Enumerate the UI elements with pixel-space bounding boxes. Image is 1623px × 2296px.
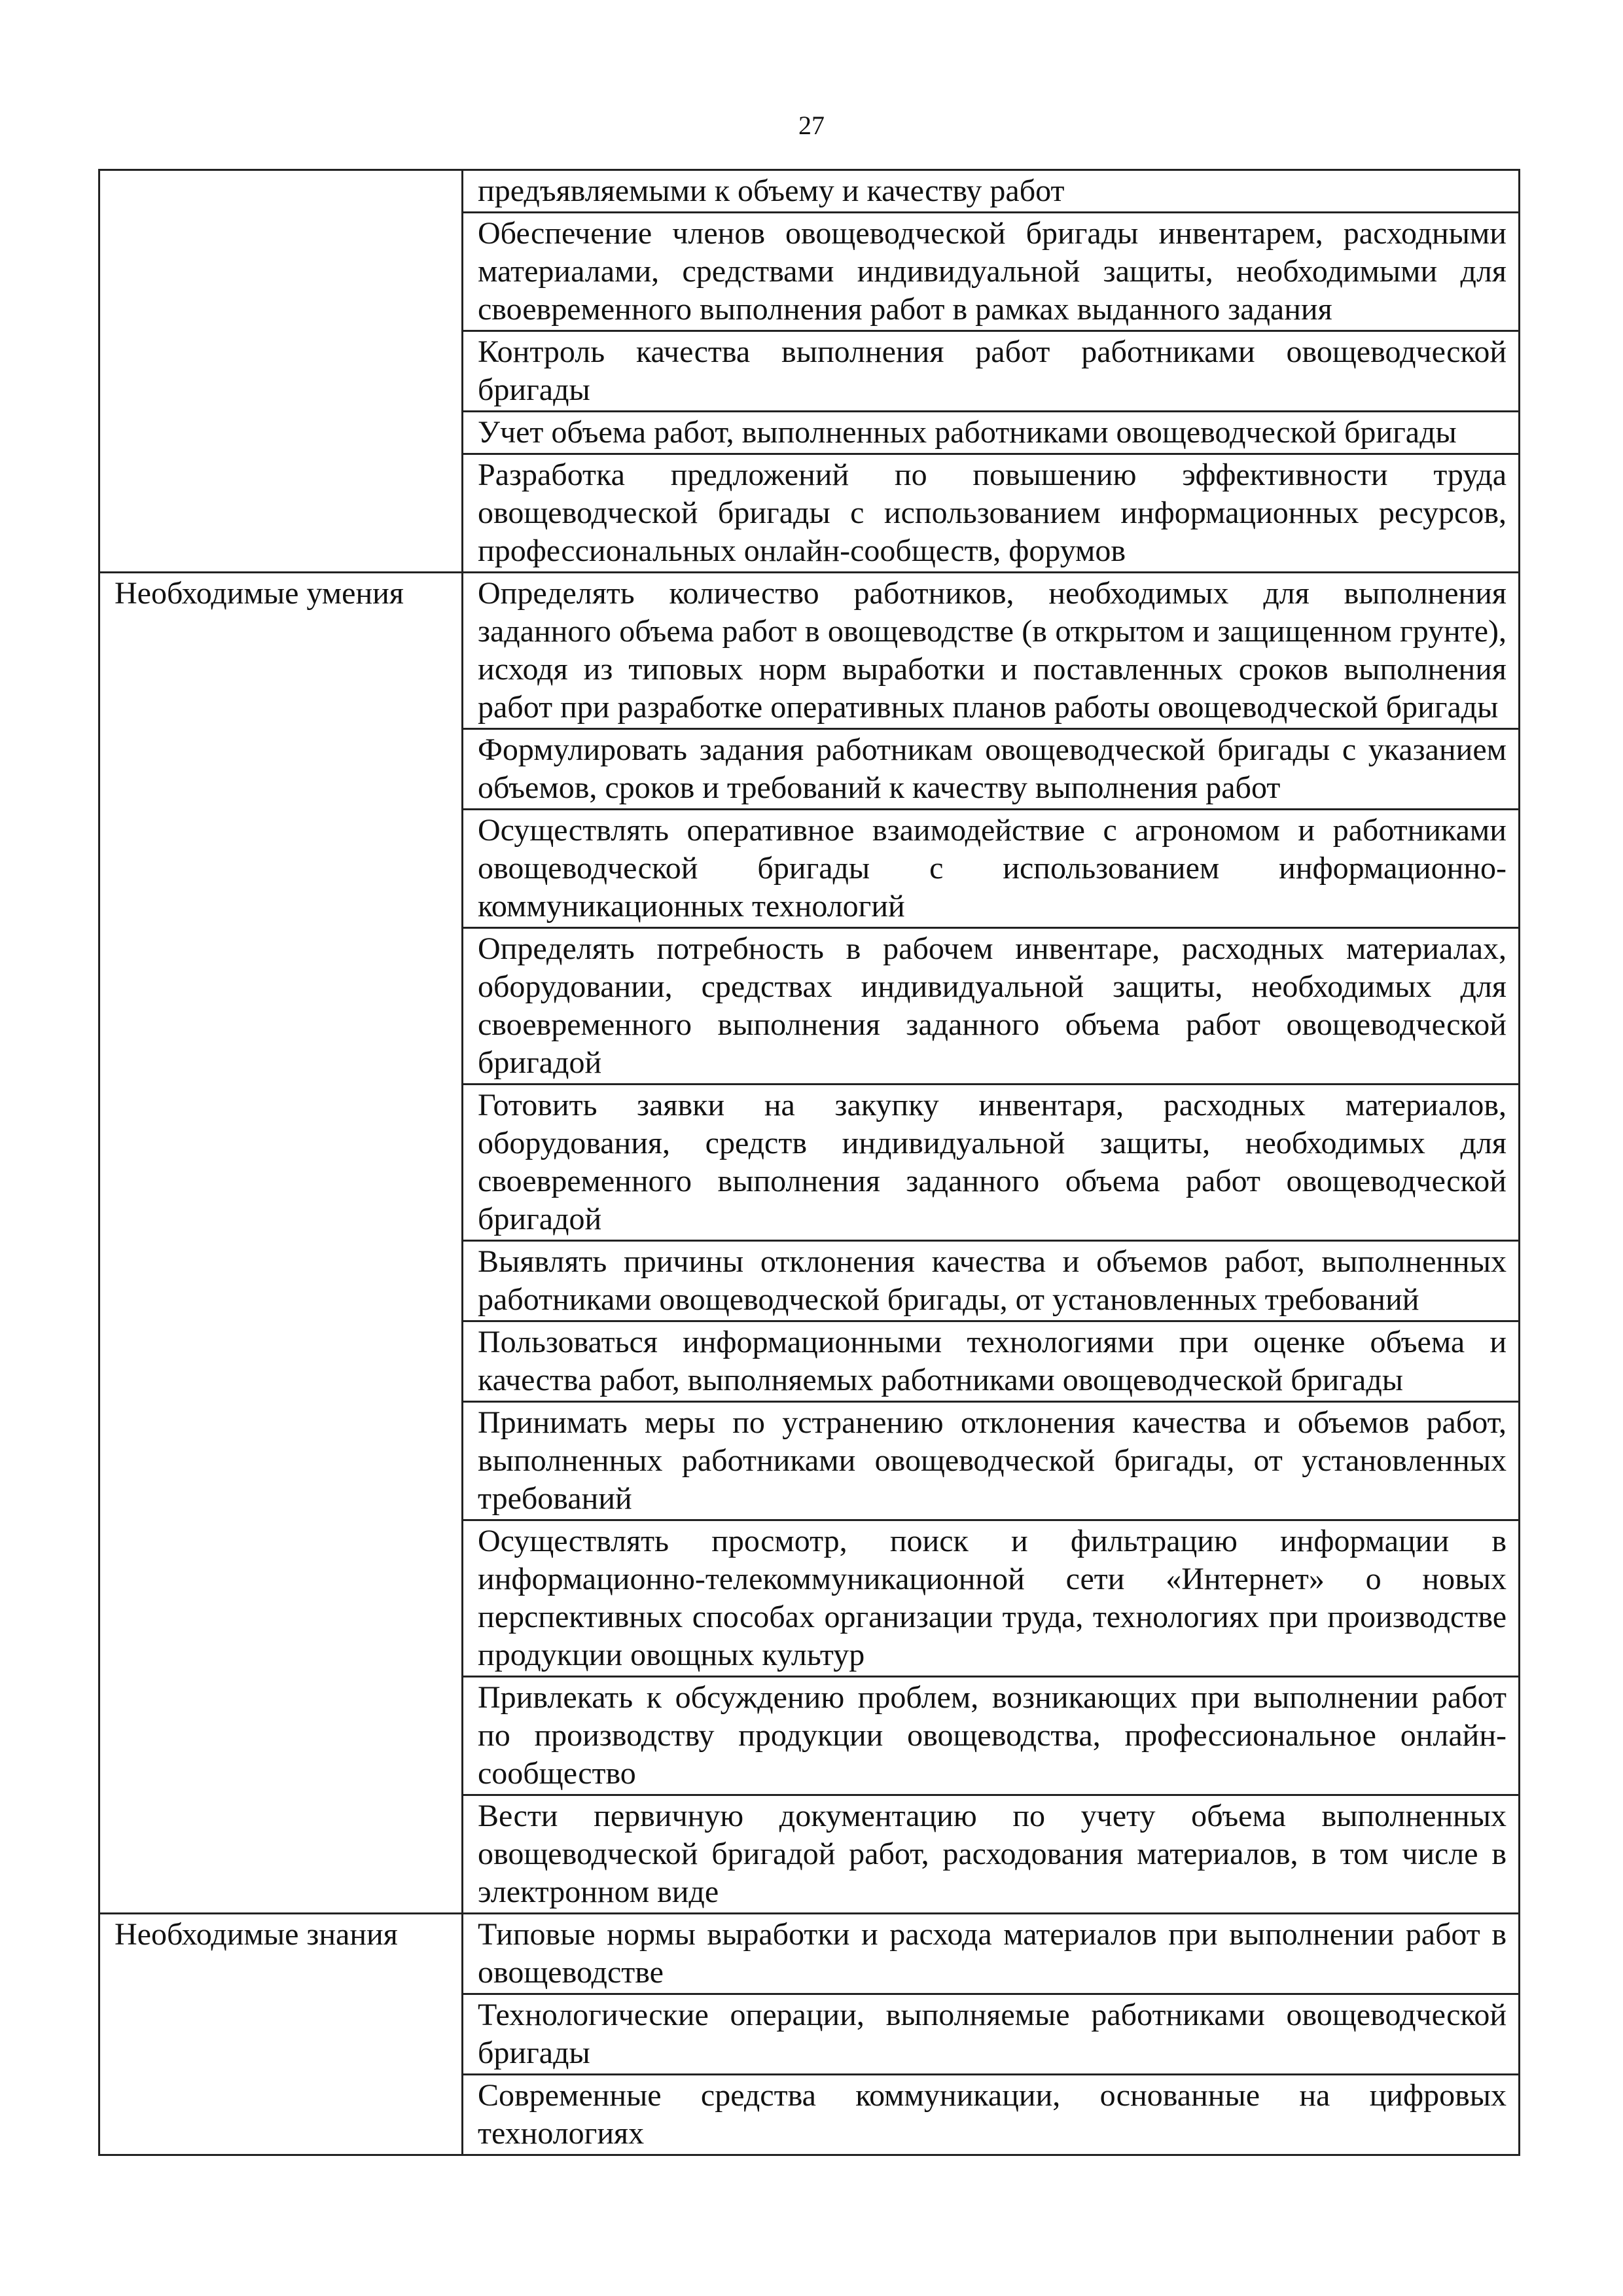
page-number: 27 xyxy=(798,111,825,140)
requirement-item: Готовить заявки на закупку инвентаря, расходных материалов, оборудования, средств индивидуальной защиты, необходимых для своевременного выполнения заданного объема работ овощеводческой бригадой xyxy=(463,1085,1520,1241)
requirement-item: Привлекать к обсуждению проблем, возникающих при выполнении работ по производству продукции овощеводства, профессиональное онлайн-сообщество xyxy=(463,1677,1520,1795)
requirement-item: Технологические операции, выполняемые работниками овощеводческой бригады xyxy=(463,1994,1520,2075)
requirement-item: Пользоваться информационными технологиями при оценке объема и качества работ, выполняемых работниками овощеводческой бригады xyxy=(463,1321,1520,1402)
section-label xyxy=(99,170,463,573)
requirements-table xyxy=(98,169,1520,2156)
table-row xyxy=(99,1914,1520,1994)
requirement-item: Разработка предложений по повышению эффективности труда овощеводческой бригады с использованием информационных ресурсов, профессиональных онлайн-сообществ, форумов xyxy=(463,454,1520,573)
section-label: Необходимые умения xyxy=(99,573,463,1914)
requirement-item: Определять количество работников, необходимых для выполнения заданного объема работ в овощеводстве (в открытом и защищенном грунте), исходя из типовых норм выработки и поставленных сроков выполнения работ при разработке оперативных планов работы овощеводческой бригады xyxy=(463,573,1520,729)
requirement-item: Определять потребность в рабочем инвентаре, расходных материалах, оборудовании, средствах индивидуальной защиты, необходимых для своевременного выполнения заданного объема работ овощеводческой бригадой xyxy=(463,928,1520,1085)
section-label: Необходимые знания xyxy=(99,1914,463,2155)
requirement-item: Обеспечение членов овощеводческой бригады инвентарем, расходными материалами, средствами индивидуальной защиты, необходимыми для своевременного выполнения работ в рамках выданного задания xyxy=(463,213,1520,331)
requirement-item: Осуществлять оперативное взаимодействие с агрономом и работниками овощеводческой бригады с использованием информационно-коммуникационных технологий xyxy=(463,810,1520,928)
requirement-item: Контроль качества выполнения работ работниками овощеводческой бригады xyxy=(463,331,1520,412)
requirement-item: Выявлять причины отклонения качества и объемов работ, выполненных работниками овощеводческой бригады, от установленных требований xyxy=(463,1241,1520,1321)
requirement-item: Учет объема работ, выполненных работниками овощеводческой бригады xyxy=(463,412,1520,454)
requirement-item: Типовые нормы выработки и расхода материалов при выполнении работ в овощеводстве xyxy=(463,1914,1520,1994)
requirement-item: Осуществлять просмотр, поиск и фильтрацию информации в информационно-телекоммуникационной сети «Интернет» о новых перспективных способах организации труда, технологиях при производстве продукции овощных культур xyxy=(463,1520,1520,1677)
requirement-item: Вести первичную документацию по учету объема выполненных овощеводческой бригадой работ, расходования материалов, в том числе в электронном виде xyxy=(463,1795,1520,1914)
requirement-item: Принимать меры по устранению отклонения качества и объемов работ, выполненных работниками овощеводческой бригады, от установленных требований xyxy=(463,1402,1520,1520)
table-row xyxy=(99,170,1520,213)
requirement-item: предъявляемыми к объему и качеству работ xyxy=(463,170,1520,213)
requirement-item: Формулировать задания работникам овощеводческой бригады с указанием объемов, сроков и требований к качеству выполнения работ xyxy=(463,729,1520,810)
table-row xyxy=(99,573,1520,729)
requirement-item: Современные средства коммуникации, основанные на цифровых технологиях xyxy=(463,2075,1520,2155)
